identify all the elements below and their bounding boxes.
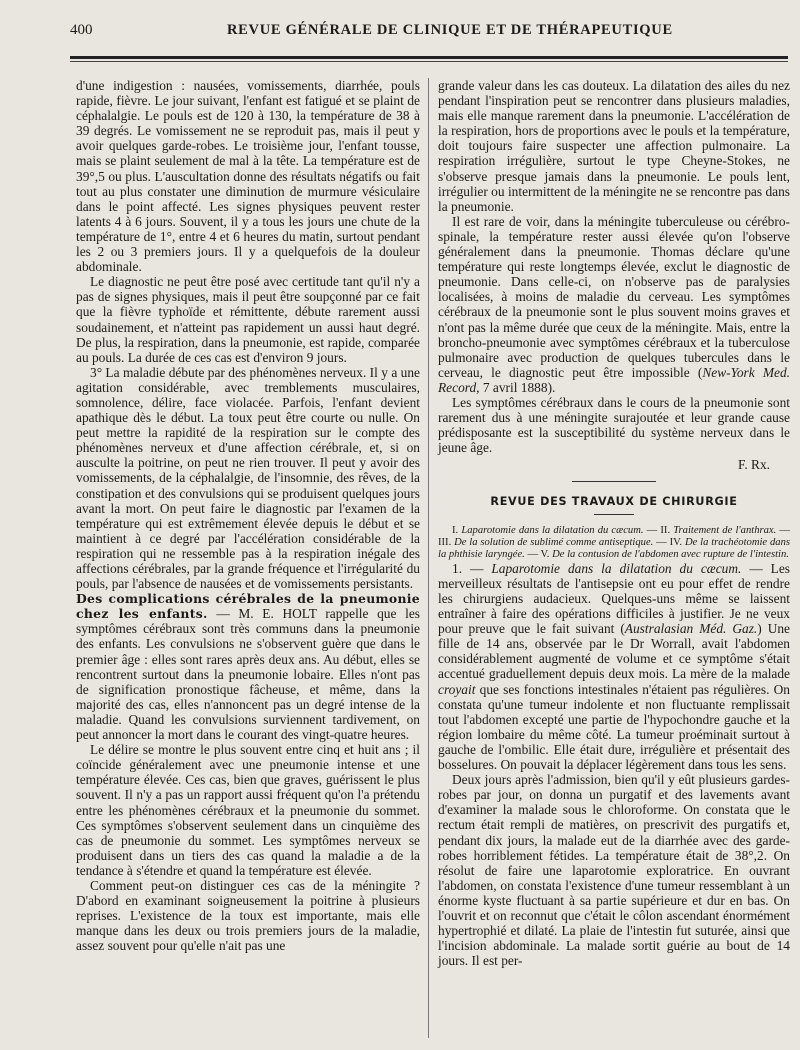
paragraph: 3° La maladie débute par des phénomènes nerveux. Il y a une agitation considérable, avec tremblements musculaires, somnolence, délire, face violacée. Parfois, l'enfant devient apathique dès le début. La toux peut être courte ou nulle. On peut mettre la rapidité de la respiration sur le compte des phénomènes nerveux et d'une affection cérébrale, et, si on ausculte la poitrine, on peut ne rien trouver. Il peut y avoir des vomissements, de la céphalalgie, de l'insomnie, des rêves, de la constipation et des convulsions qui se produisent quelques jours avant la mort. On peut faire le diagnostic par l'examen de la température qui est extrêmement élevée depuis le début et se maintient à ce degré par l'accélération considérable de la respiration qui ne ressemble pas à la respiration inégale des affections cérébrales, par la grande fréquence et l'irrégularité du pouls, par l'absence de nausées et de vomissements persistants. [76, 364, 420, 592]
article-heading: Laparotomie dans la dilatation du cæcum. [491, 560, 742, 576]
summary-item: Traitement de l'anthrax. [673, 524, 777, 536]
article-text: — M. E. HOLT rappelle que les symptômes cérébraux sont très communs dans la pneumonie des enfants. Les convulsions ne s'observent guère que dans le premier âge : elles sont rares après deux ans. Au début, elles se rencontrent surtout dans la pneumonie lobaire. Elles n'ont pas de signification pronostique fâcheuse, et même, dans la majorité des cas, elles n'annoncent pas un degré intense de la maladie. Quand les convulsions surviennent tardivement, on peut annoncer la mort dans le courant des vingt-quatre heures. [76, 606, 420, 743]
article-paragraph [76, 591, 420, 742]
right-column [438, 78, 790, 968]
paragraph: Comment peut-on distinguer ces cas de la méningite ? D'abord en examinant soigneusement la poitrine à plusieurs reprises. L'existence de la toux est importante, mais elle manque dans les deux ou trois premiers jours de la maladie, assez souvent pour qu'elle n'ait pas une [76, 877, 420, 954]
section-title-underline [594, 514, 634, 515]
paragraph: Le diagnostic ne peut être posé avec certitude tant qu'il n'y a pas de signes physiques, mais il peut être soupçonné par ce fait que la fièvre typhoïde et rémittente, débute rarement aussi soudainement, et n'atteint pas rapidement un aussi haut degré. De plus, la respiration, dans la pneumonie, est rapide, comparée au pouls. La durée de ces cas est d'environ 9 jours. [76, 274, 420, 365]
summary-item: De la contusion de l'abdomen avec rupture de l'intestin. [552, 548, 789, 560]
paragraph: Les symptômes cérébraux dans le cours de la pneumonie sont rarement dus à une méningite surajoutée et leur grande cause prédisposante est la susceptibilité du système nerveux dans le jeune âge. [438, 394, 790, 456]
journal-title: REVUE GÉNÉRALE DE CLINIQUE ET DE THÉRAPEUTIQUE [227, 22, 673, 38]
article-paragraph: 1. — Laparotomie dans la dilatation du cæcum. — Les merveilleux résultats de l'antisepsie ont eu pour effet de rendre les chirurgiens audacieux. Quelques-uns même se laissent entraîner à faire des opérations difficiles à justifier. Je ne veux pour preuve que le fait suivant (Australasian Méd. Gaz.) Une fille de 14 ans, observée par le Dr Worrall, avait l'abdomen considérablement augmenté de volume et ce symptôme s'était accentué graduellement depuis deux mois. La mère de la malade croyait que ses fonctions intestinales n'étaient pas régulières. On constata qu'une tumeur indolente et non fluctuante remplissait tout l'abdomen excepté une partie de l'hypochondre gauche et la région lombaire du même côté. La tumeur proéminait surtout à gauche de l'ombilic. Elle était dure, irrégulière et présentait des bosselures. On pouvait la déplacer légèrement dans tous les sens. [438, 560, 791, 773]
citation: Australasian Méd. Gaz. [624, 621, 758, 637]
paragraph: Le délire se montre le plus souvent entre cinq et huit ans ; il coïncide généralement avec une pneumonie intense et une température élevée. Ces cas, bien que graves, guérissent le plus souvent. Il n'y a pas un rapport aussi fréquent qu'on l'a prétendu entre les phénomènes cérébraux et la pneumonie du sommet. Ces symptômes s'observent seulement dans un cinquième des cas de pneumonie du sommet. Les symptômes nerveux se produisent dans un tiers des cas quand la maladie a de la tendance à s'étendre et quand la température est élevée. [76, 742, 420, 878]
paragraph: Il est rare de voir, dans la méningite tuberculeuse ou cérébro-spinale, la température rester aussi élevée qu'on l'observe généralement dans la pneumonie. Thomas déclare qu'une température qui reste longtemps élevée, exclut le diagnostic de pneumonie. Dans celle-ci, on n'observe pas de paralysies localisées, à moins de maladie du cerveau. Les symptômes cérébraux de la pneumonie sont le plus souvent moins graves et n'ont pas la même durée que ceux de la méningite. Mais, entre la broncho-pneumonie avec symptômes cérébraux et la tuberculose pulmonaire avec production de quelques tubercules dans le cerveau, le diagnostic peut être impossible (New-York Med. Record, 7 avril 1888). [438, 213, 790, 395]
author-signature: F. Rx. [737, 457, 770, 473]
summary-item: De la solution de sublimé comme antiseptique. [454, 536, 654, 548]
paragraph: grande valeur dans les cas douteux. La dilatation des ailes du nez pendant l'inspiration peut se rencontrer dans plusieurs maladies, mais elle manque rarement dans la pneumonie. L'accélération de la respiration, hors de proportions avec le pouls et la température, doit toujours faire suspecter une affection pulmonaire. La respiration irrégulière, surtout le type Cheyne-Stokes, ne s'observe presque jamais dans la pneumonie. Le pouls lent, irrégulier ou intermittent de la méningite ne se rencontre pas dans la pneumonie. [438, 78, 790, 214]
header-rule-thin [70, 61, 788, 62]
page-header [70, 22, 790, 48]
section-summary: I. Laparotomie dans la dilatation du cæcum. — II. Traitement de l'anthrax. — III. De la solution de sublimé comme antiseptique. — IV. De la trachéotomie dans la phthisie laryngée. — V. De la contusion de l'abdomen avec rupture de l'intestin. [438, 524, 791, 560]
summary-item: De la trachéotomie dans la phthisie laryngée. [438, 536, 790, 560]
article-heading: Des complications cérébrales de la pneumonie chez les enfants. [76, 591, 420, 622]
section-title: REVUE DES TRAVAUX DE CHIRURGIE [490, 495, 738, 509]
section-separator [572, 481, 656, 482]
paragraph: d'une indigestion : nausées, vomissements, diarrhée, pouls rapide, fièvre. Le jour suivant, l'enfant est fatigué et se plaint de céphalalgie. Le pouls est de 120 à 130, la température de 38 à 39 degrés. Le vomissement ne se reproduit pas, mais il peut y avoir quelques garde-robes. Le troisième jour, l'enfant tousse, mais se plaint seulement de mal à la tête. La température est de 39°,5 ou plus. L'auscultation donne des résultats négatifs ou fait tout au plus constater une diminution de murmure vésiculaire dans le point affecté. Les signes physiques peuvent rester latents 4 à 6 jours. Souvent, il y a tous les jours une chute de la température de 1°, entre 4 et 6 heures du matin, surtout pendant les 2 ou 3 premiers jours. Il y a quelquefois de la douleur abdominale. [76, 78, 420, 275]
summary-item: Laparotomie dans la dilatation du cæcum. [461, 524, 644, 536]
column-divider [428, 78, 429, 1038]
page-number: 400 [70, 22, 93, 38]
paragraph: Deux jours après l'admission, bien qu'il y eût plusieurs gardes-robes par jour, on donna un purgatif et des lavements avant d'examiner la malade sous le chloroforme. On constata que le rectum était rempli de matières, on prescrivit des purgatifs et, pendant dix jours, la malade eut de la diarrhée avec des garde-robes horriblement fétides. La température était de 38°,2. On résolut de faire une laparotomie exploratrice. En ouvrant l'abdomen, on constata l'existence d'une tumeur ressemblant à un énorme kyste fluctuant à sa partie supérieure et dur en bas. On l'ouvrit et on reconnut que c'était le côlon ascendant énormément hypertrophié et dilaté. La plaie de l'intestin fut suturée, ainsi que l'incision abdominale. La malade sortit guérie au bout de 14 jours. Il est per- [438, 772, 790, 969]
header-rule-thick [70, 56, 788, 59]
citation: New-York Med. Record [438, 364, 790, 395]
left-column [76, 78, 420, 953]
